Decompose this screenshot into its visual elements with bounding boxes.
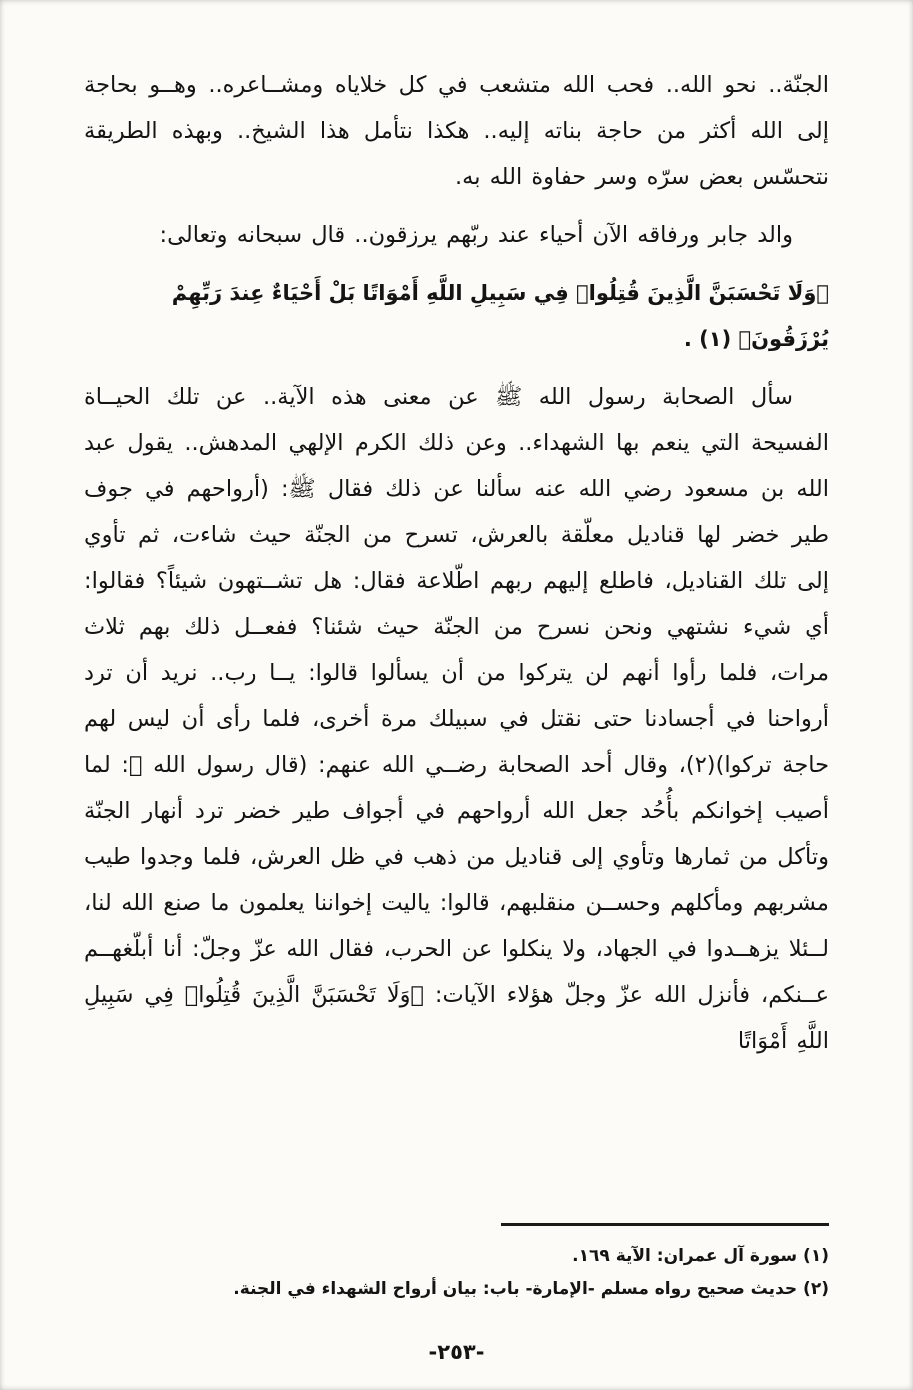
footnote-divider [501,1223,829,1226]
paragraph-1: الجنّة.. نحو الله.. فحب الله متشعب في كل خلاياه ومشــاعره.. وهــو بحاجة إلى الله أكثر من حاجة بناته إليه.. هكذا نتأمل هذا الشيخ.. وبهذه الطريقة نتحسّس بعض سرّه وسر حفاوة الله به. [84,72,829,190]
footnote-section [84,1223,829,1364]
footnote-1: (١) سورة آل عمران: الآية ١٦٩. [572,1246,829,1266]
body-text-block [84,62,829,1076]
quran-verse: ﴿وَلَا تَحْسَبَنَّ الَّذِينَ قُتِلُوا۟ فِي سَبِيلِ اللَّهِ أَمْوَاتًا بَلْ أَحْيَاءٌ عِندَ رَبِّهِمْ يُرْزَقُونَ﴾ (١) . [171,281,829,351]
page-number: -٢٥٣- [428,1340,485,1364]
paragraph-2: والد جابر ورفاقه الآن أحياء عند ربّهم يرزقون.. قال سبحانه وتعالى: [159,222,793,248]
paragraph-3: سأل الصحابة رسول الله ﷺ عن معنى هذه الآية.. عن تلك الحيــاة الفسيحة التي ينعم بها الشهداء.. وعن ذلك الكرم الإلهي المدهش.. يقول عبد الله بن مسعود رضي الله عنه سألنا عن ذلك فقال ﷺ: (أرواحهم في جوف طير خضر لها قناديل معلّقة بالعرش، تسرح من الجنّة حيث شاءت، ثم تأوي إلى تلك القناديل، فاطلع إليهم ربهم اطّلاعة فقال: هل تشــتهون شيئاً؟ فقالوا: أي شيء نشتهي ونحن نسرح من الجنّة حيث شئنا؟ ففعــل ذلك بهم ثلاث مرات، فلما رأوا أنهم لن يتركوا من أن يسألوا قالوا: يــا رب.. نريد أن ترد أرواحنا في أجسادنا حتى نقتل في سبيلك مرة أخرى، فلما رأى أن ليس لهم حاجة تركوا)(٢)، وقال أحد الصحابة رضــي الله عنهم: (قال رسول الله ﷺ: لما أصيب إخوانكم بأُحُد جعل الله أرواحهم في أجواف طير خضر ترد أنهار الجنّة وتأكل من ثمارها وتأوي إلى قناديل من ذهب في ظل العرش، فلما وجدوا طيب مشربهم ومأكلهم وحســن منقلبهم، قالوا: ياليت إخواننا يعلمون ما صنع الله لنا، لــئلا يزهــدوا في الجهاد، ولا ينكلوا عن الحرب، فقال الله عزّ وجلّ: أنا أبلّغهــم عــنكم، فأنزل الله عزّ وجلّ هؤلاء الآيات: ﴿وَلَا تَحْسَبَنَّ الَّذِينَ قُتِلُوا۟ فِي سَبِيلِ اللَّهِ أَمْوَاتًا [84,384,829,1054]
footnote-2: (٢) حديث صحيح رواه مسلم -الإمارة- باب: بيان أرواح الشهداء في الجنة. [233,1279,829,1299]
